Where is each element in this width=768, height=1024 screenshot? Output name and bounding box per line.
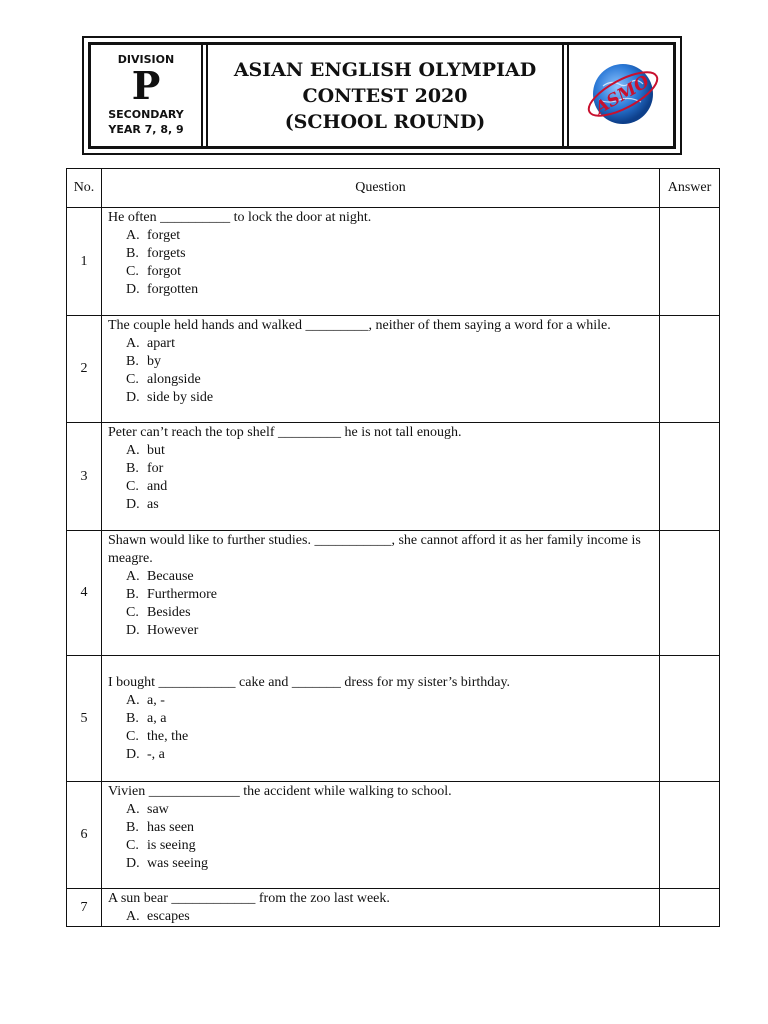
option-text: -, a [147, 747, 165, 762]
title-line-1: ASIAN ENGLISH OLYMPIAD [233, 58, 537, 81]
question-number: 6 [67, 782, 102, 889]
option-text: forget [147, 228, 181, 243]
table-row [67, 656, 720, 782]
option [126, 227, 659, 245]
option-letter: A. [126, 228, 140, 243]
option-letter: B. [126, 820, 139, 835]
answer-cell[interactable] [660, 208, 720, 316]
division-letter: P [131, 63, 161, 108]
question-text: Vivien _____________ the accident while walking to school. [108, 784, 452, 799]
option-text: Because [147, 569, 194, 584]
option-text: was seeing [147, 856, 209, 871]
option [126, 819, 659, 837]
option [126, 586, 659, 604]
option [126, 389, 659, 407]
option-text: for [147, 461, 164, 476]
option-letter: A. [126, 802, 140, 817]
option [126, 460, 659, 478]
option-text: forgotten [147, 282, 199, 297]
question-text: I bought ___________ cake and _______ dress for my sister’s birthday. [108, 675, 511, 690]
option [126, 692, 659, 710]
option-text: and [147, 479, 168, 494]
table-row [67, 208, 720, 316]
question-table [66, 168, 720, 927]
option-text: by [147, 354, 161, 369]
option-text: has seen [147, 820, 195, 835]
option-text: apart [147, 336, 175, 351]
option-letter: D. [126, 623, 140, 638]
table-header-row [67, 169, 720, 208]
option-letter: A. [126, 693, 140, 708]
option-letter: C. [126, 264, 139, 279]
answer-cell[interactable] [660, 316, 720, 423]
option-text: Besides [147, 605, 191, 620]
options-list [102, 442, 659, 514]
title-panel [206, 45, 564, 146]
option-letter: D. [126, 390, 140, 405]
option [126, 908, 659, 926]
option-text: the, the [147, 729, 189, 744]
option [126, 496, 659, 514]
option [126, 263, 659, 281]
option [126, 801, 659, 819]
option-letter: D. [126, 497, 140, 512]
title-line-2: CONTEST 2020 [302, 84, 468, 107]
level-line-1: SECONDARY [108, 108, 184, 121]
division-panel [91, 45, 203, 146]
option-letter: C. [126, 479, 139, 494]
level-line-2: YEAR 7, 8, 9 [108, 123, 184, 136]
option-letter: D. [126, 282, 140, 297]
options-list [102, 227, 659, 299]
header-answer: Answer [660, 169, 720, 208]
answer-cell[interactable] [660, 656, 720, 782]
option-letter: A. [126, 909, 140, 924]
logo-text: ASMO [591, 71, 654, 119]
question-cell [102, 316, 660, 423]
option-letter: B. [126, 587, 139, 602]
option-letter: C. [126, 729, 139, 744]
option-letter: C. [126, 838, 139, 853]
question-cell [102, 208, 660, 316]
answer-cell[interactable] [660, 782, 720, 889]
question-cell [102, 656, 660, 782]
option-letter: A. [126, 336, 140, 351]
division-label: DIVISION [117, 53, 175, 66]
option [126, 622, 659, 640]
question-text: The couple held hands and walked _________, neither of them saying a word for a while. [108, 318, 611, 333]
logo-panel [567, 45, 673, 146]
option-text: is seeing [147, 838, 196, 853]
header-box [82, 36, 682, 155]
question-text: Shawn would like to further studies. ___________, she cannot afford it as her family income is meagre. [108, 533, 641, 566]
option-text: saw [147, 802, 169, 817]
title-line-3: (SCHOOL ROUND) [284, 110, 486, 133]
question-number: 4 [67, 531, 102, 656]
option-text: a, - [147, 693, 165, 708]
option-letter: A. [126, 569, 140, 584]
option-letter: B. [126, 461, 139, 476]
option-text: side by side [147, 390, 214, 405]
option-letter: B. [126, 246, 139, 261]
option-text: a, a [147, 711, 167, 726]
option [126, 568, 659, 586]
question-cell [102, 889, 660, 927]
option [126, 746, 659, 764]
table-row [67, 316, 720, 423]
option [126, 245, 659, 263]
question-text: He often __________ to lock the door at night. [108, 210, 372, 225]
option-text: forgets [147, 246, 186, 261]
options-list [102, 692, 659, 764]
table-row [67, 889, 720, 927]
option-text: but [147, 443, 165, 458]
table-row [67, 531, 720, 656]
option-letter: B. [126, 354, 139, 369]
header-no: No. [67, 169, 102, 208]
option-letter: C. [126, 605, 139, 620]
header-question: Question [102, 169, 660, 208]
question-number: 3 [67, 423, 102, 531]
question-number: 7 [67, 889, 102, 927]
options-list [102, 908, 659, 926]
option-text: escapes [147, 909, 190, 924]
options-list [102, 335, 659, 407]
options-list [102, 801, 659, 873]
table-row [67, 782, 720, 889]
table-row [67, 423, 720, 531]
option [126, 371, 659, 389]
option-letter: A. [126, 443, 140, 458]
option [126, 353, 659, 371]
question-text: Peter can’t reach the top shelf _________ he is not tall enough. [108, 425, 462, 440]
asmo-logo [573, 48, 669, 144]
option [126, 855, 659, 873]
question-cell [102, 531, 660, 656]
option [126, 837, 659, 855]
option [126, 335, 659, 353]
option-text: Furthermore [147, 587, 217, 602]
option-letter: C. [126, 372, 139, 387]
question-cell [102, 782, 660, 889]
question-cell [102, 423, 660, 531]
option-text: forgot [147, 264, 181, 279]
option-letter: D. [126, 747, 140, 762]
option [126, 728, 659, 746]
option-letter: D. [126, 856, 140, 871]
option [126, 281, 659, 299]
answer-cell[interactable] [660, 889, 720, 927]
answer-cell[interactable] [660, 531, 720, 656]
question-number: 5 [67, 656, 102, 782]
option [126, 478, 659, 496]
question-number: 1 [67, 208, 102, 316]
option-text: as [147, 497, 159, 512]
option-letter: B. [126, 711, 139, 726]
option-text: alongside [147, 372, 201, 387]
header-inner [88, 42, 676, 149]
question-text: A sun bear ____________ from the zoo last week. [108, 891, 390, 906]
option-text: However [147, 623, 199, 638]
options-list [102, 568, 659, 640]
option [126, 442, 659, 460]
option [126, 604, 659, 622]
question-number: 2 [67, 316, 102, 423]
option [126, 710, 659, 728]
answer-cell[interactable] [660, 423, 720, 531]
